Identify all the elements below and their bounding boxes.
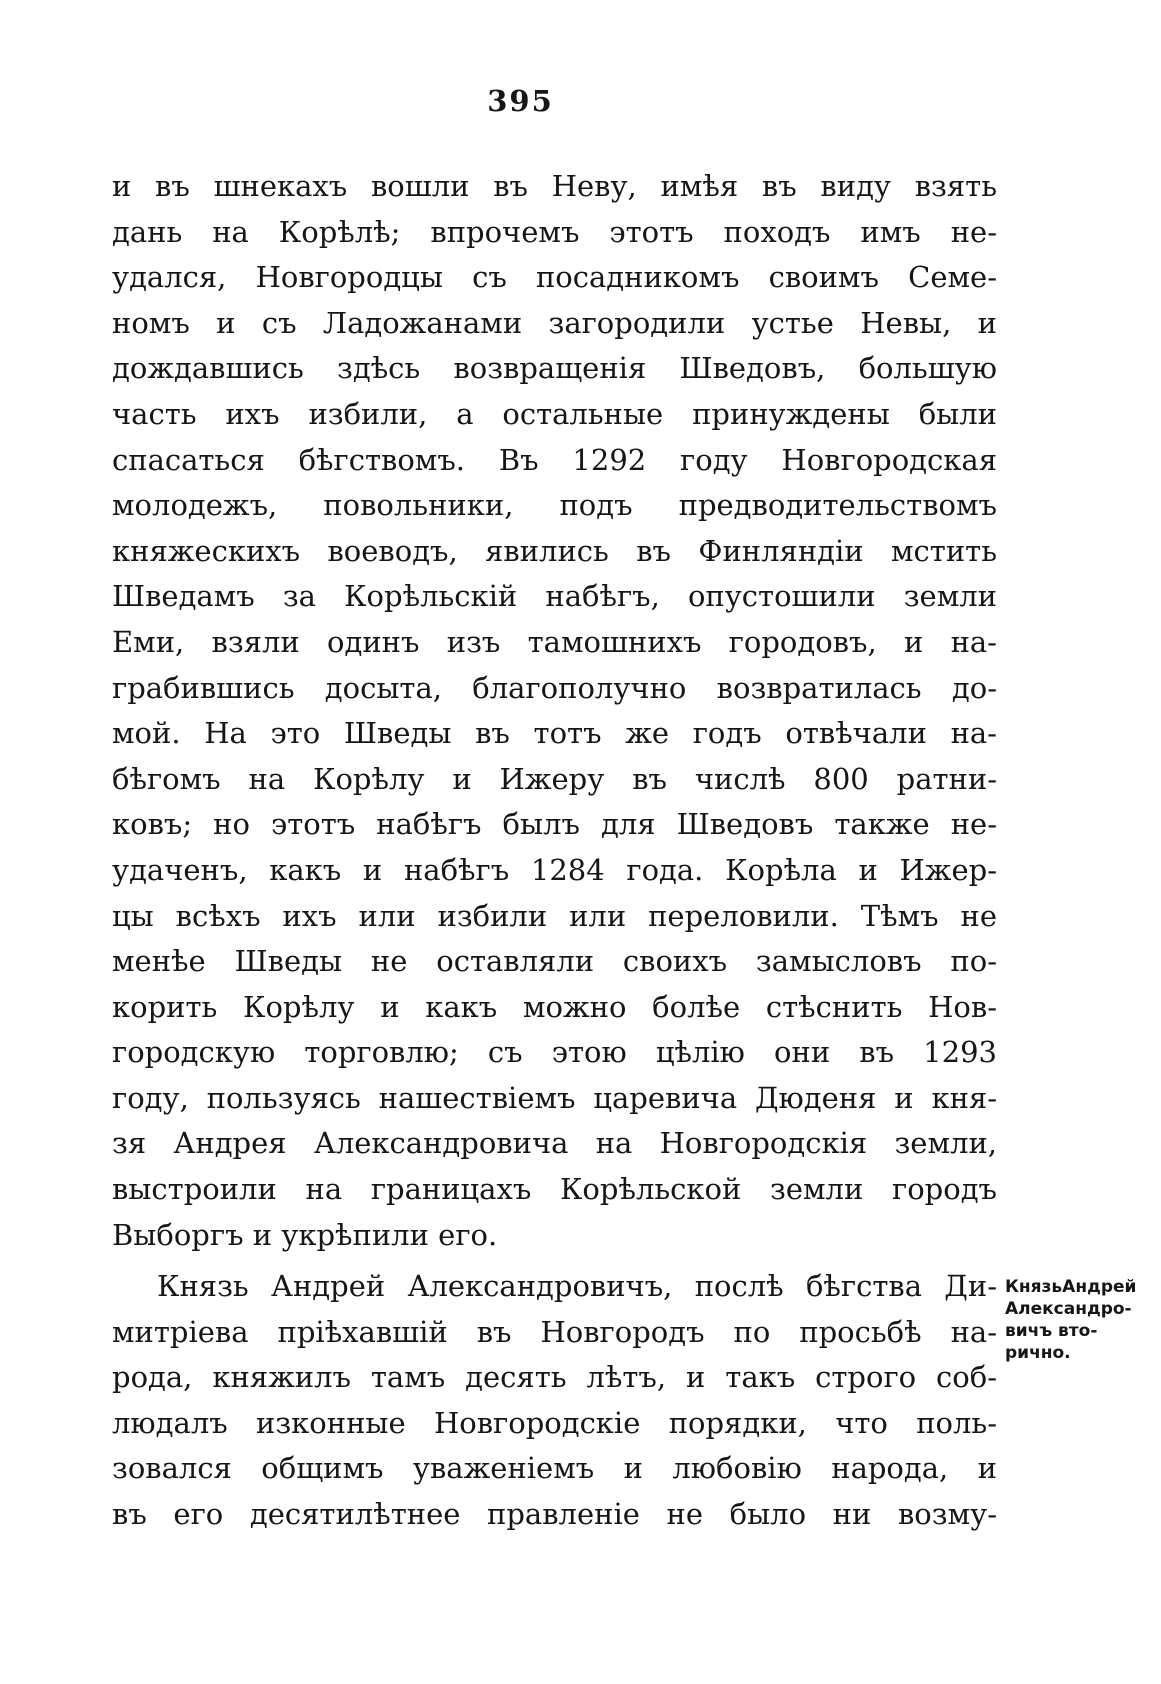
text-line: цы всѣхъ ихъ или избили или переловили. Тѣмъ не <box>112 898 997 933</box>
text-line: году, пользуясь нашествіемъ царевича Дюденя и кня- <box>112 1080 997 1115</box>
text-line: мой. На это Шведы въ тотъ же годъ отвѣчали на- <box>112 716 997 751</box>
text-line: Выборгъ и укрѣпили его. <box>112 1217 498 1252</box>
text-line: зовался общимъ уваженіемъ и любовію народа, и <box>112 1451 997 1486</box>
text-line: грабившись досыта, благополучно возвратилась до- <box>112 670 997 705</box>
text-line: въ его десятилѣтнее правленіе не было ни возму- <box>112 1496 997 1531</box>
text-line: людалъ изконные Новгородскіе порядки, что поль- <box>112 1405 997 1440</box>
text-line: митріева пріѣхавшій въ Новгородъ по просьбѣ на- <box>112 1314 997 1349</box>
text-line: спасаться бѣгствомъ. Въ 1292 году Новгородская <box>112 442 997 477</box>
text-line: менѣе Шведы не оставляли своихъ замысловъ по- <box>112 944 997 979</box>
text-line: княжескихъ воеводъ, явились въ Финляндіи мстить <box>112 533 997 568</box>
text-line: бѣгомъ на Корѣлу и Ижеру въ числѣ 800 ратни- <box>112 761 997 796</box>
text-line: дождавшись здѣсь возвращенія Шведовъ, большую <box>112 351 997 386</box>
paragraph-2 <box>112 1264 997 1538</box>
text-line: дань на Корѣлѣ; впрочемъ этотъ походъ имъ не- <box>112 214 997 249</box>
text-line: номъ и съ Ладожанами загородили устье Невы, и <box>112 305 997 340</box>
text-line: Князь Андрей Александровичъ, послѣ бѣгства Ди- <box>157 1269 997 1303</box>
margin-note-line: рично. <box>1005 1343 1071 1363</box>
text-line: ковъ; но этотъ набѣгъ былъ для Шведовъ также не- <box>112 807 997 842</box>
text-line: Шведамъ за Корѣльскій набѣгъ, опустошили земли <box>112 579 997 614</box>
margin-note <box>1005 1276 1155 1364</box>
text-line: часть ихъ избили, а остальные принуждены были <box>112 396 997 431</box>
text-line: рода, княжилъ тамъ десять лѣтъ, и такъ строго соб- <box>112 1360 997 1395</box>
text-line: удаченъ, какъ и набѣгъ 1284 года. Корѣла и Ижер- <box>112 852 997 887</box>
text-line: корить Корѣлу и какъ можно болѣе стѣснить Нов- <box>112 989 997 1024</box>
page-number: 395 <box>487 84 554 118</box>
margin-note-line: вичъ вто- <box>1005 1321 1098 1341</box>
text-line: молодежъ, повольники, подъ предводительствомъ <box>112 488 997 523</box>
margin-note-line: Александро- <box>1005 1299 1132 1319</box>
text-line: удался, Новгородцы съ посадникомъ своимъ Семе- <box>112 260 997 295</box>
text-line: зя Андрея Александровича на Новгородскія земли, <box>112 1126 997 1161</box>
text-line: и въ шнекахъ вошли въ Неву, имѣя въ виду взять <box>112 169 997 203</box>
paragraph-1 <box>112 164 997 1258</box>
margin-note-line: КнязьАндрей <box>1005 1277 1137 1297</box>
text-line: выстроили на границахъ Корѣльской земли городъ <box>112 1172 997 1207</box>
text-line: городскую торговлю; съ этою цѣлію они въ 1293 <box>112 1035 997 1070</box>
text-line: Еми, взяли одинъ изъ тамошнихъ городовъ, и на- <box>112 624 997 659</box>
